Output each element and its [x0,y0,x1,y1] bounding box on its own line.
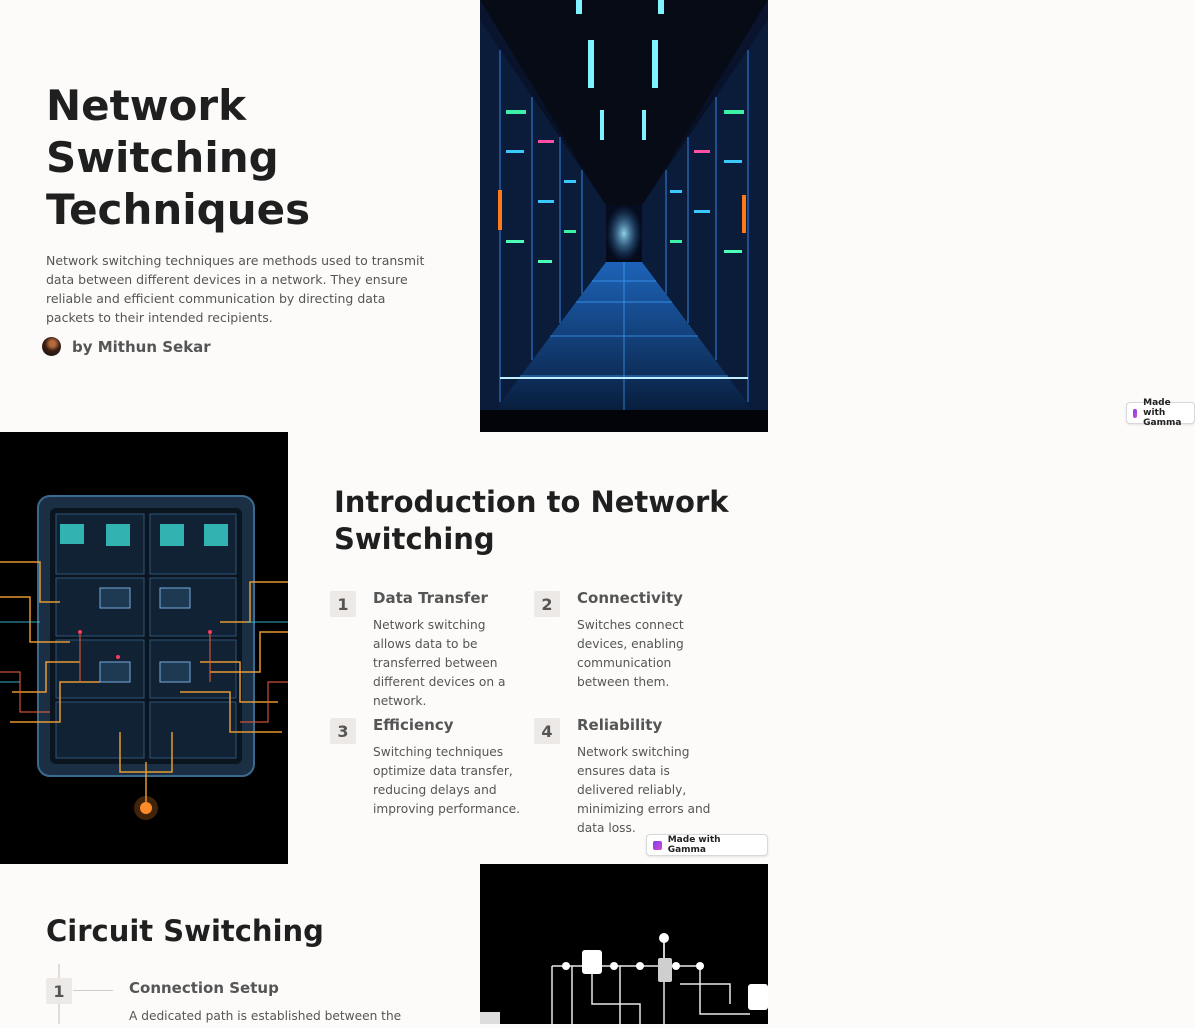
step-text: A dedicated path is established between the [129,1009,402,1023]
feature-number: 2 [534,591,560,617]
avatar [42,337,61,356]
section-title-circuit-switching: Circuit Switching [46,914,324,948]
network-diagram-image [480,864,768,1024]
gamma-logo-icon [1133,409,1137,418]
feature-text: Network switching ensures data is delivered reliably, minimizing errors and data loss. [577,745,711,835]
section-title-introduction: Introduction to Network Switching [334,485,729,556]
made-with-gamma-badge[interactable] [646,834,768,856]
badge-label: Made with Gamma [667,835,721,855]
feature-number: 4 [534,718,560,744]
badge-label: Made with Gamma [1143,398,1182,428]
author-name: by Mithun Sekar [72,337,211,356]
timeline-connector [73,990,113,991]
page-title: Network Switching Techniques [46,81,311,234]
feature-title: Data Transfer [373,589,488,607]
server-room-image [480,0,1182,432]
feature-number: 3 [330,718,356,744]
step-number: 1 [46,978,72,1004]
feature-text: Switches connect devices, enabling communication between them. [577,618,684,689]
intro-description: Network switching techniques are methods used to transmit data between different devices in a network. They ensure reliable and efficient communication by directing data packets to their intended recipients. [46,253,425,325]
slide-title [0,0,1182,432]
step-title: Connection Setup [129,979,279,997]
feature-title: Connectivity [577,589,683,607]
slide-circuit-switching [0,864,768,1024]
feature-text: Network switching allows data to be transferred between different devices on a network. [373,618,506,708]
feature-title: Efficiency [373,716,454,734]
author-line [42,337,211,356]
feature-number: 1 [330,591,356,617]
feature-title: Reliability [577,716,663,734]
circuit-chip-image [0,432,288,864]
gamma-logo-icon [653,841,662,850]
made-with-gamma-badge[interactable] [1126,398,1195,428]
feature-text: Switching techniques optimize data transfer, reducing delays and improving performance. [373,745,521,816]
slide-introduction [0,432,768,864]
